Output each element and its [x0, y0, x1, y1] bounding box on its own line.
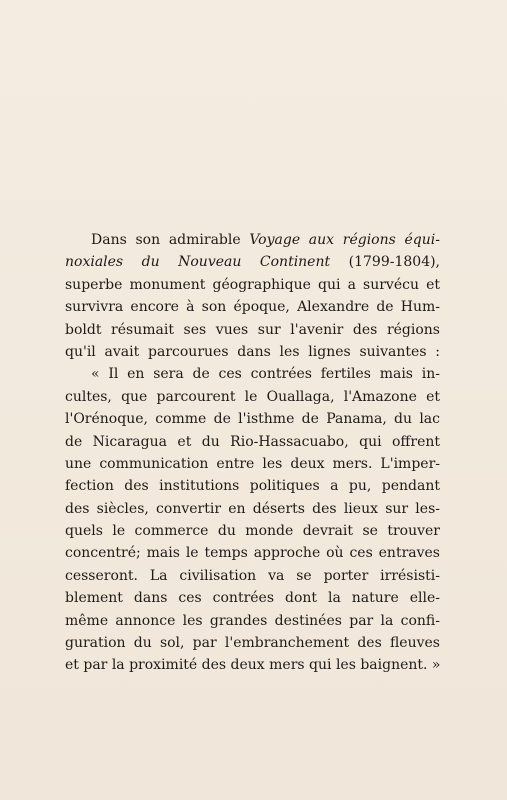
text-line	[65, 229, 440, 251]
text-line: qu'il avait parcourues dans les lignes suivantes :	[65, 343, 440, 360]
text-line: survivra encore à son époque, Alexandre de Hum-	[65, 299, 440, 316]
text-run: Dans son admirable	[91, 232, 250, 248]
quote-line: cesseront. La civilisation va se porter irrésisti-	[65, 567, 440, 584]
quote-line: même annonce les grandes destinées par la confi-	[65, 612, 440, 629]
quote-line: cultes, que parcourent le Ouallaga, l'Amazone et	[65, 388, 440, 405]
quote-line: une communication entre les deux mers. L'imper-	[65, 455, 440, 472]
quote-line: fection des institutions politiques a pu, pendant	[65, 478, 440, 495]
text-line: boldt résumait ses vues sur l'avenir des régions	[65, 321, 440, 338]
quote-line: guration du sol, par l'embranchement des fleuves	[65, 635, 440, 652]
text-line: superbe monument géographique qui a survécu et	[65, 276, 440, 293]
text-run: (1799-1804),	[330, 254, 441, 271]
body-text	[65, 229, 440, 677]
quote-line: l'Orénoque, comme de l'isthme de Panama, du lac	[65, 411, 440, 428]
quote-line: « Il en sera de ces contrées fertiles mais in-	[91, 366, 440, 383]
quote-line: des siècles, convertir en déserts des lieux sur les-	[65, 500, 440, 517]
italic-title-run: noxiales du Nouveau Continent	[65, 254, 331, 271]
quote-line: et par la proximité des deux mers qui les baignent. »	[65, 657, 441, 674]
quote-line: quels le commerce du monde devrait se trouver	[65, 523, 440, 540]
quote-line: blement dans ces contrées dont la nature elle-	[65, 590, 440, 607]
text-line	[65, 251, 440, 273]
quote-line: concentré; mais le temps approche où ces entraves	[65, 545, 440, 562]
italic-title-run: Voyage aux régions équi-	[249, 232, 440, 248]
quote-line: de Nicaragua et du Rio-Hassacuabo, qui offrent	[65, 433, 440, 450]
